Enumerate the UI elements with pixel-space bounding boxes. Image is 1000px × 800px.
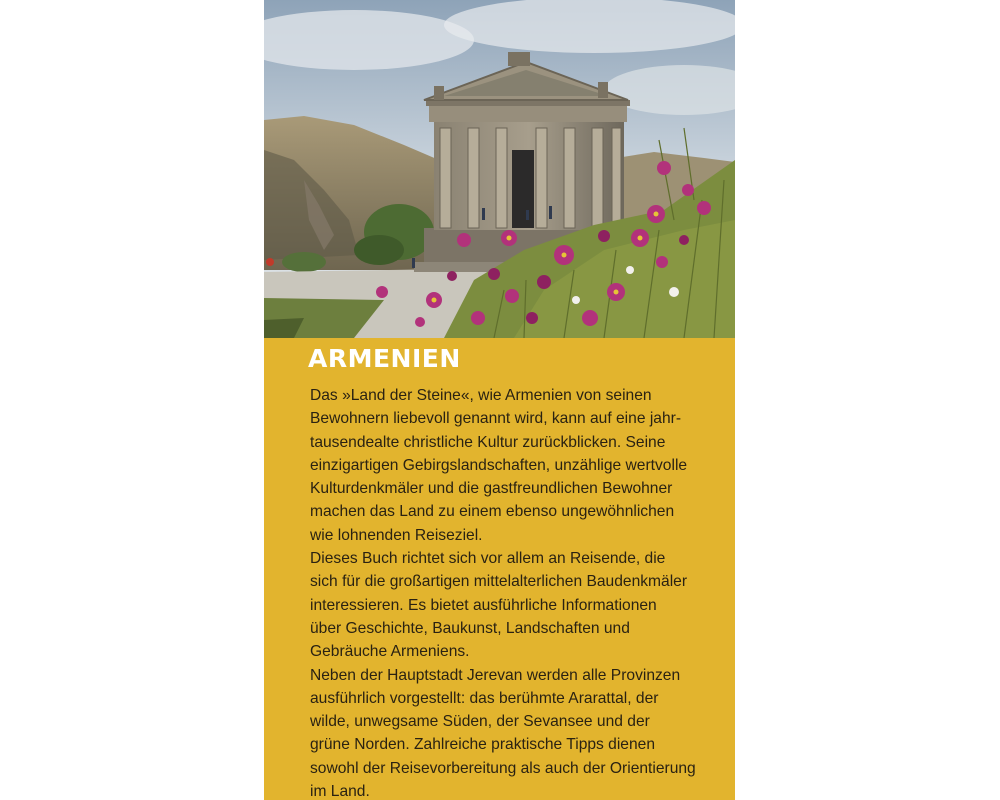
book-back-cover	[264, 0, 735, 800]
book-description	[310, 384, 730, 800]
description-line: Gebräuche Armeniens.	[310, 643, 470, 661]
description-line: ausführlich vorgestellt: das berühmte Ararattal, der	[310, 689, 659, 707]
description-line: sowohl der Reisevorbereitung als auch der Orientierung	[310, 759, 696, 777]
description-line: Das »Land der Steine«, wie Armenien von seinen	[310, 387, 652, 404]
cover-photo-garni-temple	[264, 0, 735, 338]
description-line: einzigartigen Gebirgslandschaften, unzählige wertvolle	[310, 456, 688, 474]
description-line: wilde, unwegsame Süden, der Sevansee und der	[310, 713, 650, 731]
description-line: Bewohnern liebevoll genannt wird, kann auf eine jahr-	[310, 410, 682, 428]
description-line: interessieren. Es bietet ausführliche Informationen	[310, 596, 657, 614]
book-title: ARMENIEN	[308, 344, 461, 373]
description-line: Kulturdenkmäler und die gastfreundlichen Bewohner	[310, 480, 673, 498]
description-line: Neben der Hauptstadt Jerevan werden alle Provinzen	[310, 666, 681, 684]
description-line: grüne Norden. Zahlreiche praktische Tipps dienen	[310, 736, 655, 754]
description-line: wie lohnenden Reiseziel.	[310, 526, 483, 544]
description-line: tausendealte christliche Kultur zurückblicken. Seine	[310, 433, 666, 451]
description-line: im Land.	[310, 783, 370, 800]
description-line: sich für die großartigen mittelalterlichen Baudenkmäler	[310, 573, 688, 591]
description-panel	[264, 338, 735, 800]
description-line: machen das Land zu einem ebenso ungewöhnlichen	[310, 503, 675, 521]
description-line: Dieses Buch richtet sich vor allem an Reisende, die	[310, 550, 666, 568]
description-line: über Geschichte, Baukunst, Landschaften und	[310, 619, 630, 637]
